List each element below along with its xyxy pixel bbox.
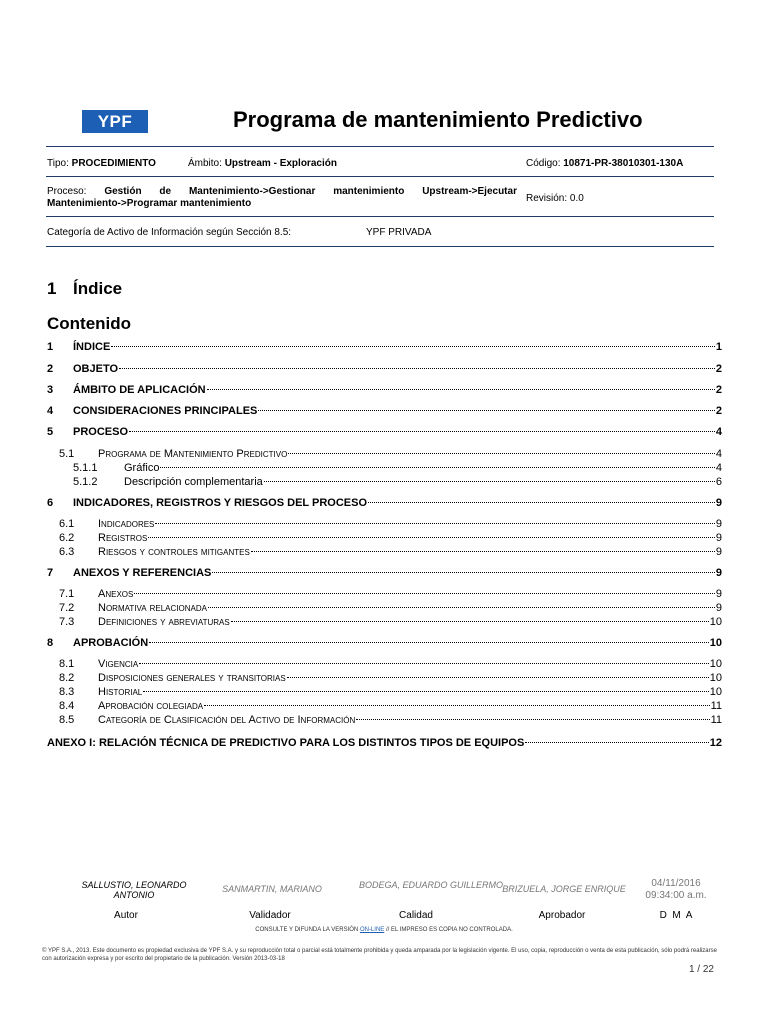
toc-dot-leader (111, 346, 715, 347)
approval-date (628, 878, 724, 902)
toc-entry-page: 11 (710, 700, 722, 712)
logo-text: YPF (97, 111, 133, 131)
toc-entry[interactable] (47, 384, 722, 396)
toc-entry-number: 8.1 (59, 658, 75, 670)
toc-entry[interactable] (47, 686, 722, 698)
ypf-logo (82, 110, 148, 133)
toc-entry[interactable] (47, 532, 722, 544)
validador-name: SANMARTIN, MARIANO (222, 884, 322, 894)
toc-entry-title: Definiciones y abreviaturas (98, 616, 230, 628)
toc-dot-leader (287, 677, 709, 678)
section-heading (47, 279, 122, 299)
toc-entry-number: 6.2 (59, 532, 75, 544)
categoria-value: YPF PRIVADA (366, 227, 432, 238)
toc-entry[interactable] (47, 602, 722, 614)
toc-entry[interactable] (47, 518, 722, 530)
validador-label: Validador (249, 910, 291, 921)
proceso-label: Proceso: (47, 186, 87, 197)
proceso-word: de (159, 186, 172, 197)
toc-entry-title: ÍNDICE (73, 341, 111, 353)
toc-dot-leader (149, 642, 709, 643)
toc-entry-page: 2 (715, 405, 722, 417)
toc-dot-leader (258, 410, 715, 411)
toc-entry-title: ANEXO I: RELACIÓN TÉCNICA DE PREDICTIVO PARA LOS DISTINTOS TIPOS DE EQUIPOS (47, 737, 525, 749)
toc-entry-title: ÁMBITO DE APLICACIÓN (73, 384, 206, 396)
toc-dot-leader (368, 502, 715, 503)
proceso-divider (46, 216, 714, 217)
toc-entry-number: 3 (47, 384, 54, 396)
toc-dot-leader (134, 593, 715, 594)
toc-entry-page: 11 (710, 714, 722, 726)
toc-dot-leader (207, 389, 715, 390)
toc-entry-number: 8.2 (59, 672, 75, 684)
approval-date-value: 04/11/2016 (651, 878, 701, 889)
toc-entry-title: Normativa relacionada (98, 602, 207, 614)
toc-entry-page: 4 (715, 462, 722, 474)
toc-entry[interactable] (47, 448, 722, 460)
toc-entry[interactable] (47, 341, 722, 353)
toc-entry-title: APROBACIÓN (73, 637, 149, 649)
toc-entry-title: Descripción complementaria (124, 476, 263, 488)
autor-label: Autor (114, 910, 138, 921)
toc-dot-leader (264, 481, 715, 482)
toc-entry[interactable] (47, 567, 722, 579)
toc-entry-number: 6 (47, 497, 54, 509)
toc-entry-title: CONSIDERACIONES PRINCIPALES (73, 405, 258, 417)
toc-entry-page: 4 (715, 448, 722, 460)
approval-time-value: 09:34:00 a.m. (645, 890, 707, 901)
toc-dot-leader (129, 431, 715, 432)
toc-dot-leader (231, 621, 709, 622)
ambito-value: Upstream - Exploración (224, 158, 337, 169)
toc-entry-title: Historial (98, 686, 143, 698)
toc-entry-number: 7 (47, 567, 54, 579)
toc-entry-page: 9 (715, 567, 722, 579)
toc-entry-number: 6.3 (59, 546, 75, 558)
toc-entry-page: 9 (715, 518, 722, 530)
meta-divider (46, 176, 714, 177)
autor-name: SALLUSTIO, LEONARDO ANTONIO (81, 880, 187, 900)
toc-entry-title: Registros (98, 532, 148, 544)
codigo-label: Código: (526, 158, 561, 169)
toc-entry-title: PROCESO (73, 426, 129, 438)
toc-entry-number: 5.1.1 (73, 462, 98, 474)
toc-dot-leader (212, 572, 715, 573)
aprobador-name: BRIZUELA, JORGE ENRIQUE (502, 884, 626, 894)
document-title: Programa de mantenimiento Predictivo (233, 107, 643, 132)
toc-entry[interactable] (47, 405, 722, 417)
consult-notice (0, 927, 768, 933)
toc-dot-leader (160, 467, 714, 468)
section-title: Índice (73, 279, 123, 298)
toc-entry-number: 8.3 (59, 686, 75, 698)
toc-entry-page: 12 (709, 737, 722, 749)
toc-entry[interactable] (47, 700, 722, 712)
consult-text-pre: CONSULTE Y DIFUNDA LA VERSIÓN (255, 927, 359, 933)
toc-dot-leader (251, 551, 715, 552)
toc-entry-number: 5.1.2 (73, 476, 98, 488)
section-number: 1 (47, 279, 57, 298)
toc-entry-page: 10 (709, 672, 722, 684)
toc-dot-leader (139, 663, 709, 664)
toc-entry[interactable] (47, 546, 722, 558)
toc-entry-page: 10 (709, 637, 722, 649)
proceso-word: Upstream->Ejecutar (422, 186, 517, 197)
toc-entry-title: Gráfico (124, 462, 160, 474)
toc-entry-page: 9 (715, 602, 722, 614)
toc-dot-leader (143, 691, 708, 692)
online-link[interactable]: ON-LINE (359, 927, 385, 933)
toc-entry-title: Categoría de Clasificación del Activo de Información (98, 714, 356, 726)
toc-entry[interactable] (47, 426, 722, 438)
header-divider (46, 146, 714, 147)
toc-entry-number: 8 (47, 637, 54, 649)
toc-entry[interactable] (47, 476, 722, 488)
toc-entry-title: Riesgos y controles mitigantes (98, 546, 250, 558)
toc-dot-leader (155, 523, 714, 524)
tipo-field (47, 158, 156, 169)
toc-entry[interactable] (47, 462, 722, 474)
tipo-value: PROCEDIMIENTO (71, 158, 156, 169)
tipo-label: Tipo: (47, 158, 69, 169)
calidad-name: BODEGA, EDUARDO GUILLERMO (358, 880, 504, 890)
proceso-word: mantenimiento (333, 186, 405, 197)
toc-entry-number: 8.5 (59, 714, 75, 726)
toc-entry-number: 4 (47, 405, 54, 417)
toc-entry-title: Vigencia (98, 658, 139, 670)
toc-entry[interactable] (47, 637, 722, 649)
toc-dot-leader (208, 607, 715, 608)
copyright-notice: © YPF S.A., 2013. Este documento es propiedad exclusiva de YPF S.A. y su reproducción total o parcial está totalmente prohibida y queda amparada por la legislación vigente. El uso, copia, reproducción o venta de esta publicación, sólo podrá realizarse con autorización expresa y por escrito del propietario de la publicación. Versión 2013-03-18 (42, 948, 717, 962)
toc-entry-page: 6 (715, 476, 722, 488)
toc-entry-page: 2 (715, 384, 722, 396)
aprobador-label: Aprobador (538, 910, 586, 921)
toc-entry-page: 9 (715, 532, 722, 544)
toc-entry-page: 2 (715, 363, 722, 375)
consult-text-post: // EL IMPRESO ES COPIA NO CONTROLADA. (385, 927, 513, 933)
toc-entry-number: 5 (47, 426, 54, 438)
toc-entry-page: 9 (715, 546, 722, 558)
toc-dot-leader (525, 742, 708, 743)
toc-entry-page: 10 (709, 686, 722, 698)
toc-dot-leader (119, 368, 715, 369)
page-number: 1 / 22 (688, 964, 714, 975)
categoria-divider (46, 246, 714, 247)
proceso-word: Mantenimiento->Gestionar (188, 186, 316, 197)
toc-entry-number: 1 (47, 341, 54, 353)
toc-dot-leader (148, 537, 715, 538)
toc-entry[interactable] (47, 737, 722, 749)
toc-entry-title: OBJETO (73, 363, 119, 375)
toc-entry[interactable] (47, 714, 722, 726)
toc-entry-page: 4 (715, 426, 722, 438)
proceso-line-1 (47, 186, 517, 198)
toc-dot-leader (356, 719, 709, 720)
toc-entry-number: 5.1 (59, 448, 75, 460)
dma-label: D M A (659, 910, 693, 921)
toc-entry[interactable] (47, 658, 722, 670)
toc-entry-page: 10 (709, 616, 722, 628)
toc-entry-number: 7.3 (59, 616, 75, 628)
toc-entry-page: 1 (715, 341, 722, 353)
codigo-field (526, 158, 683, 169)
toc-entry-number: 7.2 (59, 602, 75, 614)
toc-entry-title: INDICADORES, REGISTROS Y RIESGOS DEL PROCESO (73, 497, 368, 509)
calidad-label: Calidad (399, 910, 433, 921)
toc-dot-leader (204, 705, 709, 706)
toc-entry-page: 10 (709, 658, 722, 670)
toc-entry-title: Indicadores (98, 518, 155, 530)
proceso-field (47, 186, 517, 210)
toc-entry[interactable] (47, 497, 722, 509)
toc-entry-number: 6.1 (59, 518, 75, 530)
proceso-word: Gestión (104, 186, 142, 197)
contenido-heading: Contenido (47, 314, 132, 333)
toc-entry-number: 8.4 (59, 700, 75, 712)
toc-dot-leader (288, 453, 715, 454)
toc-entry-title: ANEXOS Y REFERENCIAS (73, 567, 212, 579)
toc-entry-number: 7.1 (59, 588, 75, 600)
codigo-value: 10871-PR-38010301-130A (563, 158, 684, 169)
toc-entry[interactable] (47, 363, 722, 375)
categoria-label: Categoría de Activo de Información según Sección 8.5: (47, 227, 292, 238)
toc-entry-page: 9 (715, 588, 722, 600)
toc-entry-title: Aprobación colegiada (98, 700, 204, 712)
toc-entry-page: 9 (715, 497, 722, 509)
toc-entry-number: 2 (47, 363, 54, 375)
toc-entry-title: Disposiciones generales y transitorias (98, 672, 286, 684)
proceso-line-2: Mantenimiento->Programar mantenimiento (47, 198, 252, 209)
ambito-field (188, 158, 337, 169)
toc-entry-title: Anexos (98, 588, 134, 600)
revision-field: Revisión: 0.0 (526, 193, 584, 204)
toc-entry[interactable] (47, 616, 722, 628)
ambito-label: Ámbito: (188, 158, 222, 169)
toc-entry[interactable] (47, 672, 722, 684)
toc-entry[interactable] (47, 588, 722, 600)
toc-entry-title: Programa de Mantenimiento Predictivo (98, 448, 288, 460)
